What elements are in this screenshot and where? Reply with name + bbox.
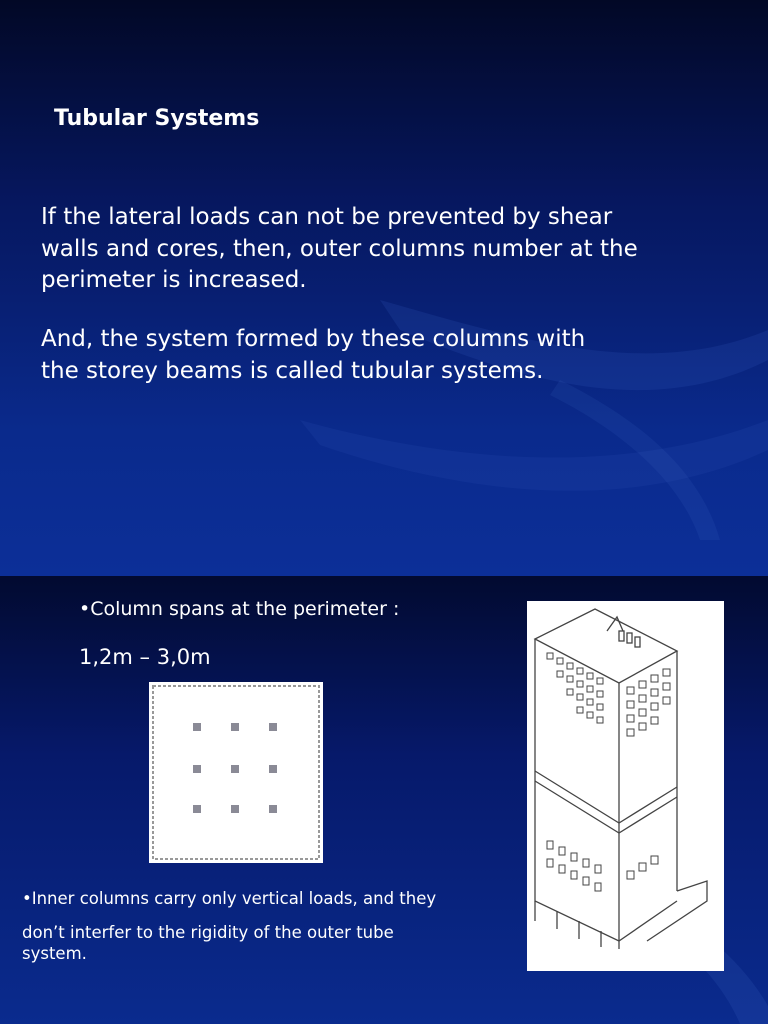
bullet-2-line-1: •Inner columns carry only vertical loads, and they [22, 889, 437, 908]
bullet-inner-columns [22, 882, 522, 964]
tube-tower-drawing [527, 601, 724, 971]
floor-plan-drawing [149, 682, 323, 863]
span-range: 1,2m – 3,0m [79, 645, 211, 669]
bullet-column-spans: •Column spans at the perimeter : [79, 598, 400, 620]
bullet-2-line-2: don’t interfer to the rigidity of the outer tube [22, 923, 394, 942]
slide-title: Tubular Systems [54, 106, 260, 131]
floor-plan-figure [149, 682, 323, 863]
paragraph-lateral-loads: If the lateral loads can not be prevented by shear walls and cores, then, outer columns number at the perimeter is increased. [41, 204, 638, 293]
bullet-2-line-3: system. [22, 944, 87, 963]
paragraph-tubular-definition: And, the system formed by these columns with the storey beams is called tubular systems. [41, 326, 586, 384]
tube-tower-figure [527, 601, 724, 971]
